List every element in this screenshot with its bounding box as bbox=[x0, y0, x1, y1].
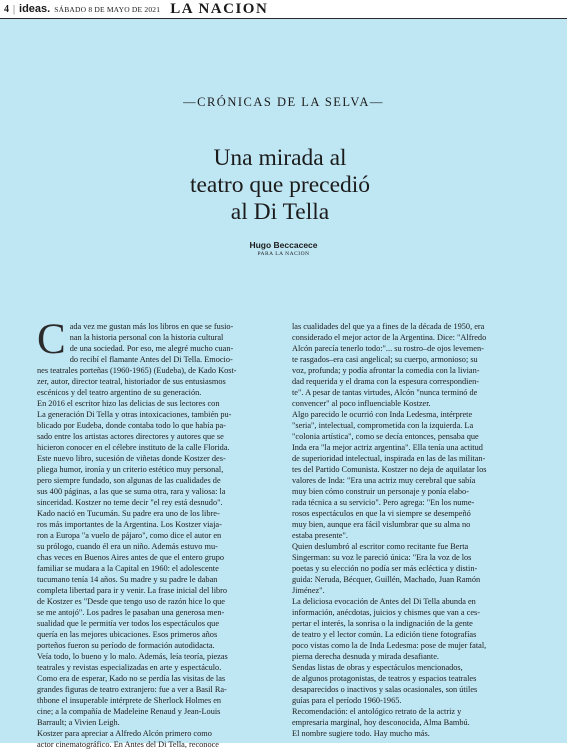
page-number: 4 bbox=[4, 3, 9, 15]
article-text-line: empresaria marginal, hoy desconocida, Alma Bambú. bbox=[292, 718, 470, 727]
article-text-line: blicado por Eudeba, donde contaba todo lo que había pa- bbox=[37, 421, 226, 430]
header-divider: | bbox=[13, 3, 16, 15]
article-text-line: convencer" al poco influenciable Kostzer. bbox=[292, 399, 431, 408]
article-text-line: sualidad que le permitía ver todos los espectáculos que bbox=[37, 619, 220, 628]
article-text-line: Jiménez". bbox=[292, 586, 325, 595]
article-text-line: escénicos y del teatro argentino de su generación. bbox=[37, 388, 202, 397]
article-text-line: Kostzer para apreciar a Alfredo Alcón primero como bbox=[37, 729, 212, 738]
issue-date: SÁBADO 8 DE MAYO DE 2021 bbox=[54, 4, 161, 14]
article-text-line: Alcón parecía tenerlo todo:"... su rostro–de ojos levemen- bbox=[292, 344, 484, 353]
article-text-line: las cualidades del que ya a fines de la década de 1950, era bbox=[292, 322, 485, 331]
article-headline bbox=[40, 145, 520, 226]
article-text-line: pertar el interés, la sonrisa o la indignación de la gente bbox=[292, 619, 473, 628]
article-text-line: quería en las mejores ubicaciones. Esos primeros años bbox=[37, 630, 218, 639]
author-credit: PARA LA NACION bbox=[257, 251, 310, 257]
drop-cap: C bbox=[37, 316, 66, 363]
article-text-line: familiar se mudara a la Capital en 1960: el adolescente bbox=[37, 564, 219, 573]
article-text-line: voz, profunda; y podía afrontar la comedia con la livian- bbox=[292, 366, 480, 375]
article-text-line: ros más importantes de la Argentina. Los Kostzer viaja- bbox=[37, 520, 222, 529]
article-text-line: Como era de esperar, Kado no se perdía las visitas de las bbox=[37, 674, 226, 683]
article-text-line: de teatro y el lector común. La edición tiene fotografías bbox=[292, 630, 477, 639]
article-text-line: de algunos protagonistas, de teatros y espacios teatrales bbox=[292, 674, 477, 683]
article-text-line: rosos espectáculos en que la vi siempre se desempeñó bbox=[292, 509, 471, 518]
article-text-line: guías para el período 1960-1965. bbox=[292, 696, 402, 705]
article-text-line: zer, autor, director teatral, historiador de sus entusiasmos bbox=[37, 377, 226, 386]
article-text-line: La generación Di Tella y otras intoxicaciones, también pu- bbox=[37, 410, 232, 419]
article-text-line: considerado el mejor actor de la Argentina. Dice: "Alfredo bbox=[292, 333, 487, 342]
article-text-line: Quien deslumbró al escritor como recitante fue Berta bbox=[292, 542, 469, 551]
article-text-line: do recibí el flamante Antes del Di Tella. Emocio- bbox=[69, 355, 233, 364]
article-text-line: Este nuevo libro, sucesión de viñetas donde Kostzer des- bbox=[37, 454, 226, 463]
article-text-line: te". A pesar de tantas virtudes, Alcón "nunca terminó de bbox=[292, 388, 478, 397]
article-text-line: te rasgados–era casi angelical; su cuerpo, armonioso; su bbox=[292, 355, 478, 364]
article-text-line: de superioridad intelectual, inspirada en las de las militan- bbox=[292, 454, 486, 463]
article-text-line: Sendas listas de obras y espectáculos mencionados, bbox=[292, 663, 463, 672]
article-text-line: En 2016 el escritor hizo las delicias de sus lectores con bbox=[37, 399, 220, 408]
article-text-line: actor cinematográfico. En Antes del Di Tella, reconoce bbox=[37, 740, 219, 749]
article-text-line: "seria", intelectual, comprometida con la izquierda. La bbox=[292, 421, 474, 430]
article-text-line: Recomendación: el antológico retrato de la actriz y bbox=[292, 707, 462, 716]
article-text-line: de una sociedad. Por eso, me alegré mucho cuan- bbox=[69, 344, 234, 353]
article-text-line: ron a Europa "a vuelo de pájaro", como dice el autor en bbox=[37, 531, 222, 540]
article-text-line: nes teatrales porteñas (1960-1965) (Eudeba), de Kado Kost- bbox=[37, 366, 237, 375]
article-text-line: "colonia artística", como se decía entonces, pensaba que bbox=[292, 432, 479, 441]
article-text-line: completa libertad para ir y venir. La frase inicial del libro bbox=[37, 586, 228, 595]
article-text-line: Veía todo, lo bueno y lo malo. Además, leía teoría, piezas bbox=[37, 652, 228, 661]
article-text-line: El nombre sugiere todo. Hay mucho más. bbox=[292, 729, 430, 738]
headline-line: Una mirada al bbox=[213, 145, 347, 171]
headline-line: al Di Tella bbox=[230, 199, 330, 225]
article-text-line: muy bien cómo construir un personaje y ponía elabo- bbox=[292, 487, 469, 496]
article-text-line: ada vez me gustan más los libros en que se fusio- bbox=[69, 322, 234, 331]
author-byline: Hugo Beccacece bbox=[249, 240, 318, 250]
article-text-line: tes del Partido Comunista. Kostzer no deja de aquilatar los bbox=[292, 465, 487, 474]
article-text-line: La deliciosa evocación de Antes del Di Tella abunda en bbox=[292, 597, 476, 606]
article-text-line: grandes figuras de teatro extranjero: fue a ver a Basil Ra- bbox=[37, 685, 227, 694]
article-text-line: poetas y su elección no podía ser más ecléctica y distin- bbox=[292, 564, 478, 573]
article-text-line: Barrault; a Vivien Leigh. bbox=[37, 718, 120, 727]
article-text-line: tucumano tenía 14 años. Su madre y su padre le daban bbox=[37, 575, 218, 584]
article-text-line: desaparecidos o inactivos y salas ocasionales, son útiles bbox=[292, 685, 478, 694]
article-text-line: hicieron conocer en el célebre instituto de la calle Florida. bbox=[37, 443, 230, 452]
article-text-line: rada técnica a su servicio". Pero agrega: "En los nume- bbox=[292, 498, 475, 507]
article-column-right bbox=[292, 321, 528, 739]
article-text-line: pero siempre fundado, son algunas de las cualidades de bbox=[37, 476, 221, 485]
article-text-line: chas veces en Buenos Aires antes de que el entero grupo bbox=[37, 553, 225, 562]
newspaper-masthead: LA NACION bbox=[170, 0, 269, 17]
article-text-line: su prólogo, cuando él era un niño. Además estuvo mu- bbox=[37, 542, 218, 551]
article-text-line: sinceridad. Kostzer no teme decir "el rey está desnudo". bbox=[37, 498, 223, 507]
article-text-line: se me antojó". Los padres le pasaban una generosa men- bbox=[37, 608, 225, 617]
article-text-line: Singerman: su voz le pareció única: "Era la voz de los bbox=[292, 553, 472, 562]
header-rule bbox=[0, 18, 567, 19]
column-kicker: —CRÓNICAS DE LA SELVA— bbox=[183, 95, 384, 109]
article-text-line: Inda era "la mejor actriz argentina". Ella tenía una actitud bbox=[292, 443, 483, 452]
article-text-line: poco vistas como la de Inda Ledesma: pose de mujer fatal, bbox=[292, 641, 487, 650]
article-text-line: dad requerida y el drama con la espesura correspondien- bbox=[292, 377, 480, 386]
article-text-line: cine; a la compañía de Madeleine Renaud y Jean-Louis bbox=[37, 707, 221, 716]
article-text-line: thbone el insuperable intérprete de Sherlock Holmes en bbox=[37, 696, 222, 705]
article-text-line: estaba presente". bbox=[292, 531, 348, 540]
article-text-line: muy bien, aunque era fácil vislumbrar que su alma no bbox=[292, 520, 471, 529]
article-text-line: guida: Neruda, Bécquer, Guillén, Machado, Juan Ramón bbox=[292, 575, 481, 584]
article-text-line: sado entre los artistas actores directores y autores que se bbox=[37, 432, 224, 441]
article-text-line: valores de Inda: "Era una actriz muy cerebral que sabía bbox=[292, 476, 476, 485]
article-text-line: pliega humor, ironía y un criterio estético muy personal, bbox=[37, 465, 224, 474]
section-name: ideas. bbox=[19, 3, 51, 15]
article-text-line: teatrales y revistas especializadas en arte y espectáculo. bbox=[37, 663, 222, 672]
headline-line: teatro que precedió bbox=[189, 172, 371, 198]
page-header bbox=[0, 0, 567, 18]
article-text-line: de Kostzer es "Desde que tengo uso de razón hice lo que bbox=[37, 597, 225, 606]
article-text-line: información, anécdotas, juicios y chismes que van a ces- bbox=[292, 608, 481, 617]
article-text-line: sus 400 páginas, a las que se suma otra, rara y valiosa: la bbox=[37, 487, 226, 496]
article-text-line: Kado nació en Tucumán. Su padre era uno de los libre- bbox=[37, 509, 220, 518]
article-text-line: Algo parecido le ocurrió con Inda Ledesma, intérprete bbox=[292, 410, 473, 419]
article-text-line: pierna derecha desnuda y mirada desafiante. bbox=[292, 652, 439, 661]
article-column-left bbox=[37, 316, 274, 750]
article-text-line: porteños fueron su período de formación autodidacta. bbox=[37, 641, 215, 650]
article-text-line: nan la historia personal con la historia cultural bbox=[69, 333, 224, 342]
